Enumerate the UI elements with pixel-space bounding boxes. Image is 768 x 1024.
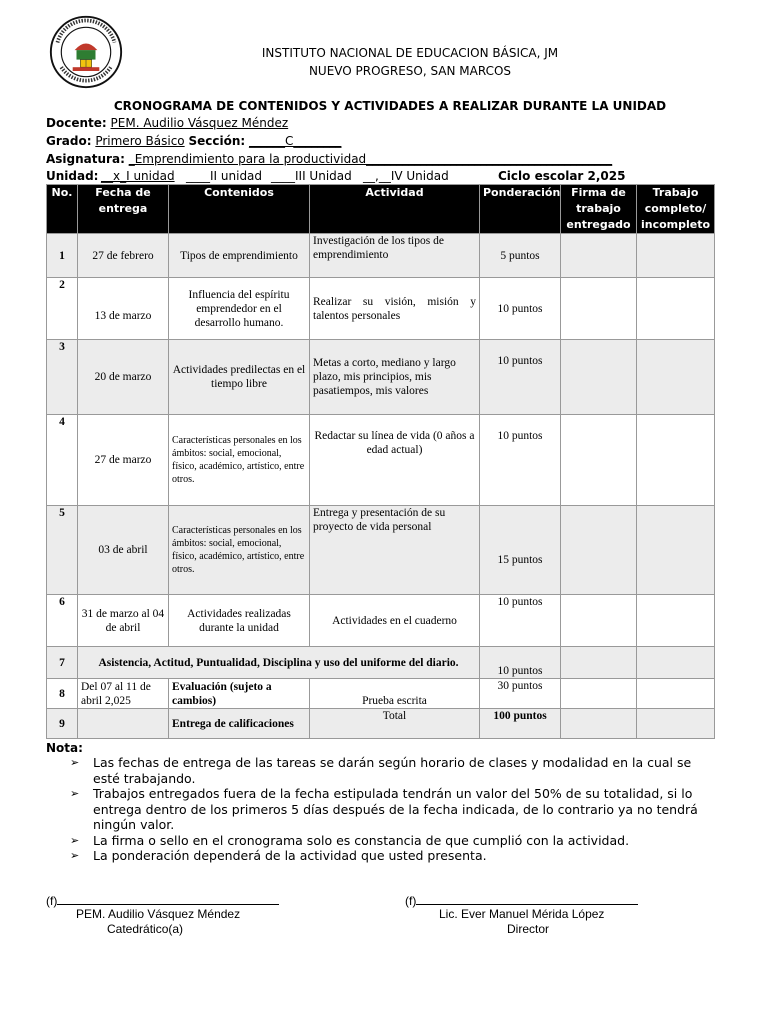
nota-text: La ponderación dependerá de la actividad que usted presenta. (93, 848, 487, 863)
row-contenido: Influencia del espíritu emprendedor en el desarrollo humano. (169, 278, 310, 340)
row-no: 6 (47, 595, 78, 647)
arrow-bullet-icon: ➢ (70, 833, 80, 847)
row-firma-cell (561, 647, 637, 679)
row-no: 3 (47, 340, 78, 415)
header-firma: Firma de trabajo entregado (561, 185, 637, 234)
docente-value: PEM. Audilio Vásquez Méndez (110, 116, 289, 130)
row-merged-conducta: Asistencia, Actitud, Puntualidad, Disciplina y uso del uniforme del diario. (78, 647, 480, 679)
row-actividad: Realizar su visión, misión y talentos personales (310, 278, 480, 340)
unidad-label: Unidad: (46, 169, 99, 183)
signature-line-right (405, 893, 638, 908)
row-fecha: 03 de abril (78, 506, 169, 595)
header-ponderacion: Ponderación (480, 185, 561, 234)
header-actividad: Actividad (310, 185, 480, 234)
row-firma-cell (561, 278, 637, 340)
row-actividad: Investigación de los tipos de emprendimiento (310, 234, 480, 278)
row-ponderacion: 10 puntos (480, 595, 561, 647)
row-firma-cell (561, 234, 637, 278)
grado-value: Primero Básico (95, 134, 185, 148)
header-no: No. (47, 185, 78, 234)
nota-text: La firma o sello en el cronograma solo es constancia de que cumplió con la actividad. (93, 832, 630, 848)
row-trabajo-cell (637, 709, 715, 739)
row-no: 4 (47, 415, 78, 506)
grado-label: Grado: (46, 134, 92, 148)
row-trabajo-cell (637, 415, 715, 506)
row-actividad: Actividades en el cuaderno (310, 595, 480, 647)
docente-line (46, 116, 288, 130)
schedule-table (46, 184, 715, 739)
row-trabajo-cell (637, 647, 715, 679)
row-actividad: Metas a corto, mediano y largo plazo, mis principios, mis pasatiempos, mis valores (310, 340, 480, 415)
table-row (47, 506, 715, 595)
header-trabajo: Trabajo completo/ incompleto (637, 185, 715, 234)
row-fecha: 13 de marzo (78, 278, 169, 340)
arrow-bullet-icon: ➢ (70, 787, 80, 800)
row-actividad: Total (310, 709, 480, 739)
row-contenido: Características personales en los ámbitos: social, emocional, físico, académico, artístico, entre otros. (169, 415, 310, 506)
list-item (70, 848, 710, 864)
unidad-option-1: __x_I unidad (101, 169, 175, 183)
row-ponderacion: 10 puntos (480, 278, 561, 340)
row-ponderacion: 10 puntos (480, 340, 561, 415)
row-firma-cell (561, 340, 637, 415)
row-ponderacion: 10 puntos (480, 415, 561, 506)
asignatura-value: _Emprendimiento para la productividad_________________________________________ (128, 152, 613, 166)
row-contenido: Tipos de emprendimiento (169, 234, 310, 278)
row-no: 1 (47, 234, 78, 278)
seccion-value: ______C________ (249, 134, 342, 148)
institute-name: INSTITUTO NACIONAL DE EDUCACION BÁSICA, JM (261, 46, 559, 60)
row-ponderacion: 15 puntos (480, 506, 561, 595)
list-item (70, 786, 710, 833)
row-firma-cell (561, 595, 637, 647)
table-row (47, 647, 715, 679)
nota-text: Trabajos entregados fuera de la fecha estipulada tendrán un valor del 50% de su totalidad, si lo entrega dentro de los primeros 5 días después de la fecha indicada, de lo contrario ya no tendrá ningún valor. (93, 786, 698, 832)
unidad-option-3: ____III Unidad (271, 169, 352, 183)
header-contenidos: Contenidos (169, 185, 310, 234)
row-trabajo-cell (637, 234, 715, 278)
row-contenido: Características personales en los ámbitos: social, emocional, físico, académico, artístico, entre otros. (169, 506, 310, 595)
row-no: 2 (47, 278, 78, 340)
row-fecha: Del 07 al 11 de abril 2,025 (78, 679, 169, 709)
table-row (47, 679, 715, 709)
row-firma-cell (561, 506, 637, 595)
row-actividad: Entrega y presentación de su proyecto de vida personal (310, 506, 480, 595)
row-trabajo-cell (637, 679, 715, 709)
row-fecha (78, 709, 169, 739)
table-header-row (47, 185, 715, 234)
row-trabajo-cell (637, 340, 715, 415)
row-ponderacion: 30 puntos (480, 679, 561, 709)
row-trabajo-cell (637, 595, 715, 647)
row-fecha: 27 de febrero (78, 234, 169, 278)
list-item (70, 833, 710, 849)
signature-role-right: Director (507, 922, 550, 936)
unidad-option-4: __,__IV Unidad (363, 169, 449, 183)
row-trabajo-cell (637, 506, 715, 595)
list-item (70, 755, 710, 786)
row-no: 7 (47, 647, 78, 679)
table-row (47, 415, 715, 506)
row-ponderacion: 5 puntos (480, 234, 561, 278)
arrow-bullet-icon: ➢ (70, 756, 80, 769)
row-contenido: Actividades predilectas en el tiempo libre (169, 340, 310, 415)
signature-name-right: Lic. Ever Manuel Mérida López (439, 907, 605, 921)
signature-role-left: Catedrático(a) (107, 922, 184, 936)
row-no: 9 (47, 709, 78, 739)
table-row (47, 340, 715, 415)
table-row (47, 595, 715, 647)
row-firma-cell (561, 415, 637, 506)
row-ponderacion-total: 100 puntos (480, 709, 561, 739)
asignatura-line (46, 152, 612, 166)
document-title: CRONOGRAMA DE CONTENIDOS Y ACTIVIDADES A REALIZAR DURANTE LA UNIDAD (113, 99, 667, 113)
unidad-option-2: ____II unidad (186, 169, 263, 183)
row-firma-cell (561, 679, 637, 709)
signature-prefix: (f) (405, 894, 417, 908)
table-row (47, 278, 715, 340)
row-firma-cell (561, 709, 637, 739)
table-row (47, 709, 715, 739)
row-contenido: Evaluación (sujeto a cambios) (169, 679, 310, 709)
school-seal-logo (48, 14, 124, 90)
row-trabajo-cell (637, 278, 715, 340)
row-contenido: Actividades realizadas durante la unidad (169, 595, 310, 647)
grado-line (46, 134, 341, 148)
nota-list (70, 755, 710, 864)
header-fecha: Fecha de entrega (78, 185, 169, 234)
ciclo-escolar: Ciclo escolar 2,025 (498, 169, 626, 183)
row-actividad: Redactar su línea de vida (0 años a edad actual) (310, 415, 480, 506)
asignatura-label: Asignatura: (46, 152, 125, 166)
docente-label: Docente: (46, 116, 107, 130)
row-fecha: 31 de marzo al 04 de abril (78, 595, 169, 647)
signature-line-left (46, 893, 279, 908)
nota-text: Las fechas de entrega de las tareas se darán según horario de clases y modalidad en la cual se esté trabajando. (93, 755, 692, 786)
arrow-bullet-icon: ➢ (70, 849, 80, 862)
row-fecha: 20 de marzo (78, 340, 169, 415)
row-actividad: Prueba escrita (310, 679, 480, 709)
seccion-label: Sección: (188, 134, 246, 148)
row-ponderacion: 10 puntos (480, 647, 561, 679)
table-row (47, 234, 715, 278)
row-contenido: Entrega de calificaciones (169, 709, 310, 739)
row-no: 5 (47, 506, 78, 595)
nota-title: Nota: (46, 741, 83, 755)
signature-name-left: PEM. Audilio Vásquez Méndez (76, 907, 241, 921)
institute-location: NUEVO PROGRESO, SAN MARCOS (308, 64, 512, 78)
row-fecha: 27 de marzo (78, 415, 169, 506)
signature-prefix: (f) (46, 894, 58, 908)
row-no: 8 (47, 679, 78, 709)
